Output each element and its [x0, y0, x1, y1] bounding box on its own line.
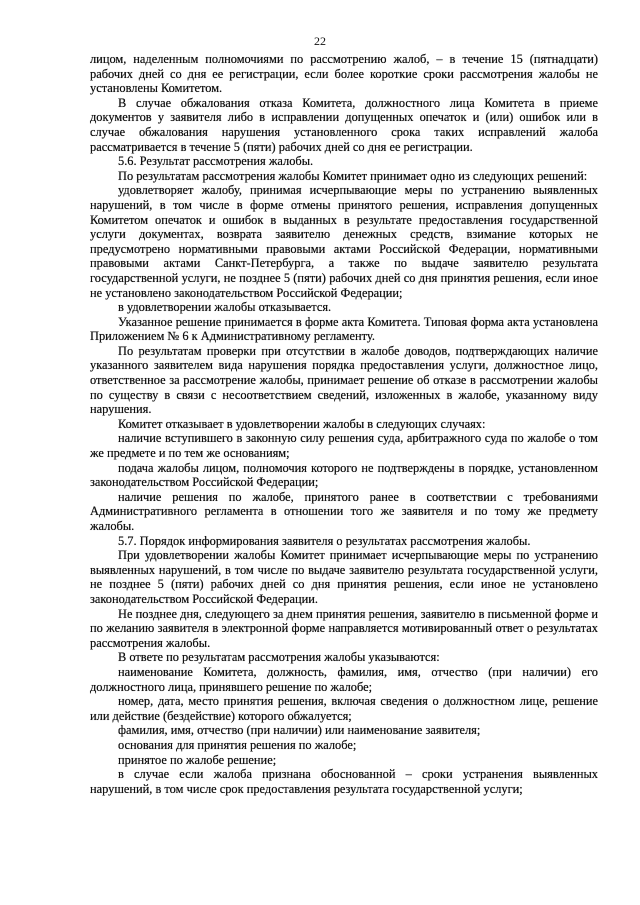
paragraph: удовлетворяет жалобу, принимая исчерпывающие меры по устранению выявленных нарушений, в том числе в форме отмены принятого решения, исправления допущенных Комитетом опечаток и ошибок в выданных в результате предоставления государственной услуги документах, возврата заявителю денежных средств, взимание которых не предусмотрено нормативными правовыми актами Российской Федерации, нормативными правовыми актами Санкт-Петербурга, а также по выдаче заявителю результата государственной услуги, не позднее 5 (пяти) рабочих дней со дня принятия решения, если иное не установлено законодательством Российской Федерации; — [90, 183, 598, 300]
paragraph: в случае если жалоба признана обоснованной – сроки устранения выявленных нарушений, в том числе срок предоставления результата государственной услуги; — [90, 767, 598, 796]
paragraph: 5.6. Результат рассмотрения жалобы. — [118, 154, 314, 169]
paragraph: подача жалобы лицом, полномочия которого не подтверждены в порядке, установленном законодательством Российской Федерации; — [90, 460, 598, 490]
paragraph: Указанное решение принимается в форме акта Комитета. Типовая форма акта установлена Приложением № 6 к Административному регламенту. — [90, 314, 598, 344]
paragraph: По результатам проверки при отсутствии в жалобе доводов, подтверждающих наличие указанного заявителем вида нарушения порядка предоставления услуги, должностное лицо, ответственное за рассмотрение жалобы, принимает решение об отказе в рассмотрении жалобы по существу в связи с несоответствием сведений, изложенных в жалобе, указанному виду нарушения. — [90, 343, 598, 417]
paragraph: 5.7. Порядок информирования заявителя о результатах рассмотрения жалобы. — [118, 533, 531, 548]
paragraph: По результатам рассмотрения жалобы Комитет принимает одно из следующих решений: — [118, 168, 588, 183]
paragraph: лицом, наделенным полномочиями по рассмотрению жалоб, – в течение 15 (пятнадцати) рабочих дней со дня ее регистрации, если более короткие сроки рассмотрения жалобы не установлены Комитетом. — [90, 52, 598, 96]
paragraph: Не позднее дня, следующего за днем принятия решения, заявителю в письменной форме и по желанию заявителя в электронной форме направляется мотивированный ответ о результатах рассмотрения жалобы. — [90, 606, 598, 650]
paragraph: основания для принятия решения по жалобе; — [118, 737, 357, 752]
paragraph: наименование Комитета, должность, фамилия, имя, отчество (при наличии) его должностного лица, принявшего решение по жалобе; — [90, 664, 598, 694]
paragraph: Комитет отказывает в удовлетворении жалобы в следующих случаях: — [118, 416, 486, 431]
paragraph: В случае обжалования отказа Комитета, должностного лица Комитета в приеме документов у заявителя либо в исправлении допущенных опечаток и (или) ошибок или в случае обжалования нарушения установленного срока таких исправлений жалоба рассматривается в течение 5 (пяти) рабочих дней со дня ее регистрации. — [90, 95, 598, 154]
page-number: 22 — [314, 34, 326, 48]
document-body — [90, 52, 598, 796]
paragraph: номер, дата, место принятия решения, включая сведения о должностном лице, решение или действие (бездействие) которого обжалуется; — [90, 694, 598, 723]
paragraph: В ответе по результатам рассмотрения жалобы указываются: — [118, 650, 440, 665]
paragraph: наличие решения по жалобе, принятого ранее в соответствии с требованиями Административного регламента в отношении того же заявителя и по тому же предмету жалобы. — [90, 489, 598, 533]
paragraph: принятое по жалобе решение; — [118, 752, 277, 767]
paragraph: фамилия, имя, отчество (при наличии) или наименование заявителя; — [118, 723, 481, 738]
paragraph: При удовлетворении жалобы Комитет принимает исчерпывающие меры по устранению выявленных нарушений, в том числе по выдаче заявителю результата государственной услуги, не позднее 5 (пяти) рабочих дней со дня принятия решения, если иное не установлено законодательством Российской Федерации. — [90, 548, 598, 606]
paragraph: в удовлетворении жалобы отказывается. — [118, 300, 332, 315]
paragraph: наличие вступившего в законную силу решения суда, арбитражного суда по жалобе о том же предмете и по тем же основаниям; — [90, 431, 598, 461]
